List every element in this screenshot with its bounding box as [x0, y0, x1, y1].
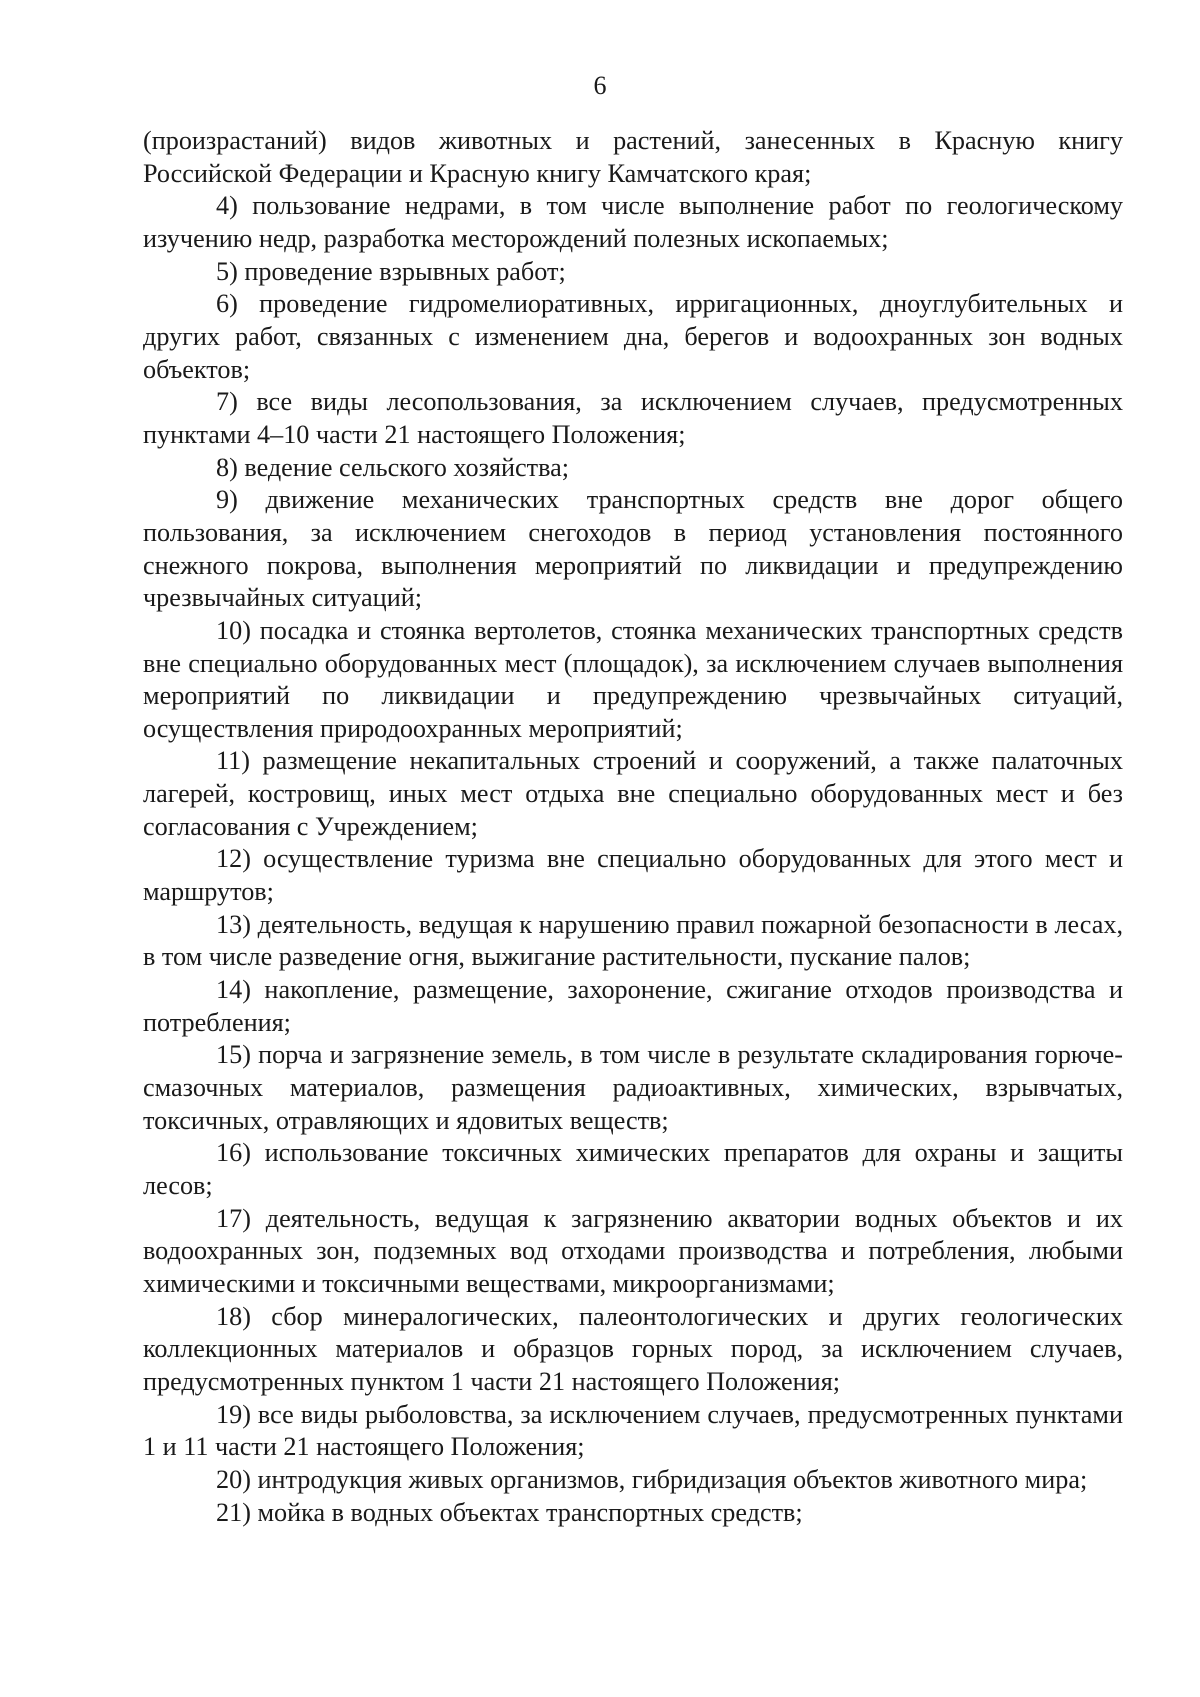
list-item-20: 20) интродукция живых организмов, гибридизация объектов животного мира; — [216, 1464, 1088, 1494]
paragraph-continuation: (произрастаний) видов животных и растений, занесенных в Красную книгу Российской Федерации и Красную книгу Камчатского края; — [143, 126, 1123, 188]
document-body — [143, 125, 1123, 1529]
list-item-4: 4) пользование недрами, в том числе выполнение работ по геологическому изучению недр, разработка месторождений полезных ископаемых; — [143, 191, 1123, 253]
list-item-19: 19) все виды рыболовства, за исключением случаев, предусмотренных пунктами 1 и 11 части 21 настоящего Положения; — [143, 1399, 1123, 1462]
list-item-14: 14) накопление, размещение, захоронение, сжигание отходов производства и потребления; — [143, 975, 1123, 1037]
list-item-5: 5) проведение взрывных работ; — [216, 256, 566, 286]
list-item-15: 15) порча и загрязнение земель, в том числе в результате складирования горюче-смазочных материалов, размещения радиоактивных, химических, взрывчатых, токсичных, отравляющих и ядовитых веществ; — [143, 1040, 1123, 1135]
list-item-10: 10) посадка и стоянка вертолетов, стоянка механических транспортных средств вне специально оборудованных мест (площадок), за исключением случаев выполнения мероприятий по ликвидации и предупреждению чрезвычайных ситуаций, осуществления природоохранных мероприятий; — [143, 615, 1123, 743]
list-item-11: 11) размещение некапитальных строений и сооружений, а также палаточных лагерей, костровищ, иных мест отдыха вне специально оборудованных мест и без согласования с Учреждением; — [143, 746, 1123, 841]
list-item-18: 18) сбор минералогических, палеонтологических и других геологических коллекционных материалов и образцов горных пород, за исключением случаев, предусмотренных пунктом 1 части 21 настоящего Положения; — [143, 1301, 1123, 1396]
list-item-9: 9) движение механических транспортных средств вне дорог общего пользования, за исключением снегоходов в период установления постоянного снежного покрова, выполнения мероприятий по ликвидации и предупреждению чрезвычайных ситуаций; — [143, 485, 1123, 613]
list-item-12: 12) осуществление туризма вне специально оборудованных для этого мест и маршрутов; — [143, 844, 1123, 907]
list-item-16: 16) использование токсичных химических препаратов для охраны и защиты лесов; — [143, 1138, 1123, 1200]
list-item-8: 8) ведение сельского хозяйства; — [216, 452, 569, 482]
list-item-7: 7) все виды лесопользования, за исключением случаев, предусмотренных пунктами 4–10 части 21 настоящего Положения; — [143, 387, 1123, 449]
list-item-6: 6) проведение гидромелиоративных, ирригационных, дноуглубительных и других работ, связанных с изменением дна, берегов и водоохранных зон водных объектов; — [143, 289, 1123, 384]
list-item-13: 13) деятельность, ведущая к нарушению правил пожарной безопасности в лесах, в том числе разведение огня, выжигание растительности, пускание палов; — [143, 909, 1123, 972]
page-number: 6 — [593, 71, 607, 100]
list-item-17: 17) деятельность, ведущая к загрязнению акватории водных объектов и их водоохранных зон, подземных вод отходами производства и потребления, любыми химическими и токсичными веществами, микроорганизмами; — [143, 1203, 1123, 1298]
list-item-21: 21) мойка в водных объектах транспортных средств; — [216, 1497, 803, 1527]
